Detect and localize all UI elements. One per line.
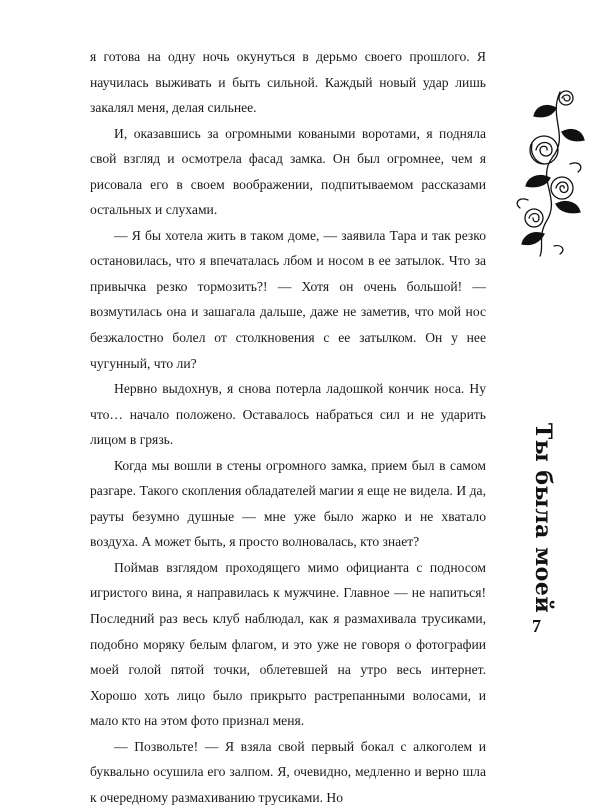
running-title (526, 422, 560, 614)
paragraph-1: я готова на одну ночь окунуться в дерьмо своего прошлого. Я научилась выживать и быть сильной. Каждый новый удар лишь закалял меня, делая сильнее. (90, 49, 486, 116)
running-title-text: Ты была моей (530, 422, 556, 614)
paragraph-6: Поймав взглядом проходящего мимо официанта с подносом игристого вина, я направилась к мужчине. Главное — не напиться! Последний раз весь клуб наблюдал, как я размахивала трусиками, подобно моряку белым флагом, и это уже не говоря о фотографии моей голой пятой точки, облетевшей на утро весь интернет. Хорошо хоть лицо было прикрыто растрепанными волосами, и мало кто на этом фото признал меня. (90, 559, 486, 729)
paragraph-3: — Я бы хотела жить в таком доме, — заявила Тара и так резко остановилась, что я впечаталась лбом и носом в ее затылок. Что за привычка резко тормозить?! — Хотя он очень большой! — возмутилась она и зашагала дальше, даже не заметив, что мой нос безжалостно болел от столкновения с ее затылком. Он у нее чугунный, что ли? (90, 227, 486, 371)
paragraph-5: Когда мы вошли в стены огромного замка, прием был в самом разгаре. Такого скопления обладателей магии я еще не видела. И да, рауты безумно душные — мне уже было жарко и не хватало воздуха. А может быть, я просто волновалась, кто знает? (90, 457, 486, 550)
body-text (90, 44, 486, 810)
page-number: 7 (532, 616, 541, 636)
paragraph-2: И, оказавшись за огромными коваными воротами, я подняла свой взгляд и осмотрела фасад замка. Он был огромнее, чем я рисовала его в своем воображении, подпитываемом рассказами остальных и слухами. (90, 125, 486, 218)
paragraph-4: Нервно выдохнув, я снова потерла ладошкой кончик носа. Ну что… начало положено. Оставалось набраться сил и не ударить лицом в грязь. (90, 381, 486, 448)
rose-ornament-icon (500, 88, 592, 258)
paragraph-7: — Позвольте! — Я взяла свой первый бокал с алкоголем и буквально осушила его залпом. Я, очевидно, медленно и верно шла к очередному размахиванию трусиками. Но (90, 738, 486, 805)
